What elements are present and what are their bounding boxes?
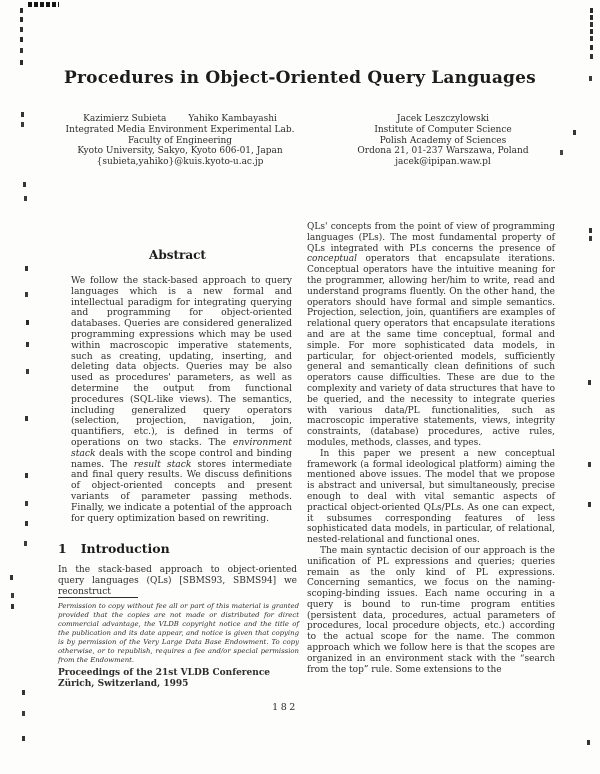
permission-notice: Permission to copy without fee all or part of this material is granted provided that the copies are not made or distributed for direct commercial advantage, the VLDB copyright notice and the title of the publication and its date appear, and notice is given that copying is by permission of the Very Large Data Base Endowment. To copy otherwise, or to republish, requires a fee and/or special permission from the Endowment.: [58, 602, 299, 664]
body-paragraph-3: The main syntactic decision of our approach is the unification of PL expressions and queries; queries remain as the only kind of PL expressions. Concerning semantics, we focus on the naming-scoping-binding issues. Each name occuring in a query is bound to run-time program entities (persistent data, procedures, actual parameters of procedures, local procedure objects, etc.) according to the actual scope for the name. The common approach which we follow here is that the scopes are organized in an environment stack with the “search from the top” rule. Some extensions to the: [307, 545, 555, 675]
body-paragraph-1: QLs' concepts from the point of view of programming languages (PLs). The most fundamental property of QLs integrated with PLs concerns the presence of conceptual operators that encapsulate iterations. Conceptual operators have the intuitive meaning for the programmer, allowing her/him to write, read and understand programs fluently. On the other hand, the operators should have formal and simple semantics. Projection, selection, join, quantifiers are examples of relational query operators that encapsulate iterations and are at the same time conceptual, formal and simple. For more sophisticated data models, in particular, for object-oriented models, sufficiently general and semantically clean definitions of such operators cause difficulties. These are due to the complexity and variety of data structures that have to be queried, and the necessity to integrate queries with various data/PL functionalities, such as macroscopic imperative statements, views, integrity constraints, (database) procedures, active rules, modules, methods, classes, and types.: [307, 222, 555, 448]
author-block-right: [336, 114, 550, 168]
author-name-kambayashi: Yahiko Kambayashi: [188, 114, 277, 124]
author-names-row: [40, 114, 320, 125]
proceedings-line-1: Proceedings of the 21st VLDB Conference: [58, 668, 271, 678]
scan-artifact-right-edge-dots: [590, 8, 593, 13]
affiliation-line: Integrated Media Environment Experimental Lab.: [65, 124, 295, 135]
proceedings-note: [58, 668, 299, 690]
section-1-heading: [58, 541, 297, 556]
abstract-body: We follow the stack-based approach to query languages which is a new formal and intellectual paradigm for integrating querying and programming for object-oriented databases. Queries are considered generalized programming expressions which may be used within macroscopic imperative statements, such as creating, updating, inserting, and deleting data objects. Queries may be also used as procedures' parameters, as well as determine the output from functional procedures (SQL-like views). The semantics, including generalized query operators (selection, projection, navigation, join, quantifiers, etc.), is defined in terms of operations on two stacks. The environment stack deals with the scope control and binding names. The result stack stores intermediate and final query results. We discuss definitions of object-oriented concepts and present variants of parameter passing methods. Finally, we indicate a potential of the approach for query optimization based on rewriting.: [71, 275, 292, 524]
affiliation-line: Institute of Computer Science: [374, 124, 512, 135]
footnote-rule: [58, 597, 138, 598]
scan-artifact-left-edge-dots: [20, 8, 23, 13]
proceedings-line-2: Zürich, Switzerland, 1995: [58, 679, 189, 689]
page-number: 182: [272, 702, 298, 713]
author-block-left: [40, 114, 320, 168]
author-email: {subieta,yahiko}@kuis.kyoto-u.ac.jp: [96, 157, 264, 168]
author-name-subieta: Kazimierz Subieta: [83, 114, 167, 124]
affiliation-line: Faculty of Engineering: [127, 135, 233, 146]
introduction-paragraph: In the stack-based approach to object-oriented query languages (QLs) [SBMS93, SBMS94] we reconstruct: [58, 565, 297, 597]
body-paragraph-2: In this paper we present a new conceptual framework (a formal ideological platform) aiming the mentioned above issues. The model that we propose is abstract and universal, but simultaneously, precise enough to deal with vital semantic aspects of practical object-oriented QLs/PLs. As one can expect, it subsumes corresponding features of less sophisticated data models, in particular, of relational, nested-relational and functional ones.: [307, 448, 555, 546]
affiliation-line: Polish Academy of Sciences: [379, 135, 507, 146]
right-column: [307, 222, 555, 675]
footnote-block: [58, 597, 299, 690]
scan-artifact-top-bar: [28, 2, 59, 7]
section-title: Introduction: [80, 541, 170, 557]
section-number: 1: [58, 541, 67, 557]
affiliation-line: Ordona 21, 01-237 Warszawa, Poland: [357, 146, 529, 157]
left-column: [58, 248, 297, 598]
abstract-heading: Abstract: [149, 248, 206, 262]
affiliation-line: Kyoto University, Sakyo, Kyoto 606-01, Japan: [77, 146, 283, 157]
author-email: jacek@ipipan.waw.pl: [395, 157, 491, 168]
author-name-leszczylowski: Jacek Leszczylowski: [396, 114, 490, 124]
page-title: Procedures in Object-Oriented Query Languages: [64, 68, 536, 88]
